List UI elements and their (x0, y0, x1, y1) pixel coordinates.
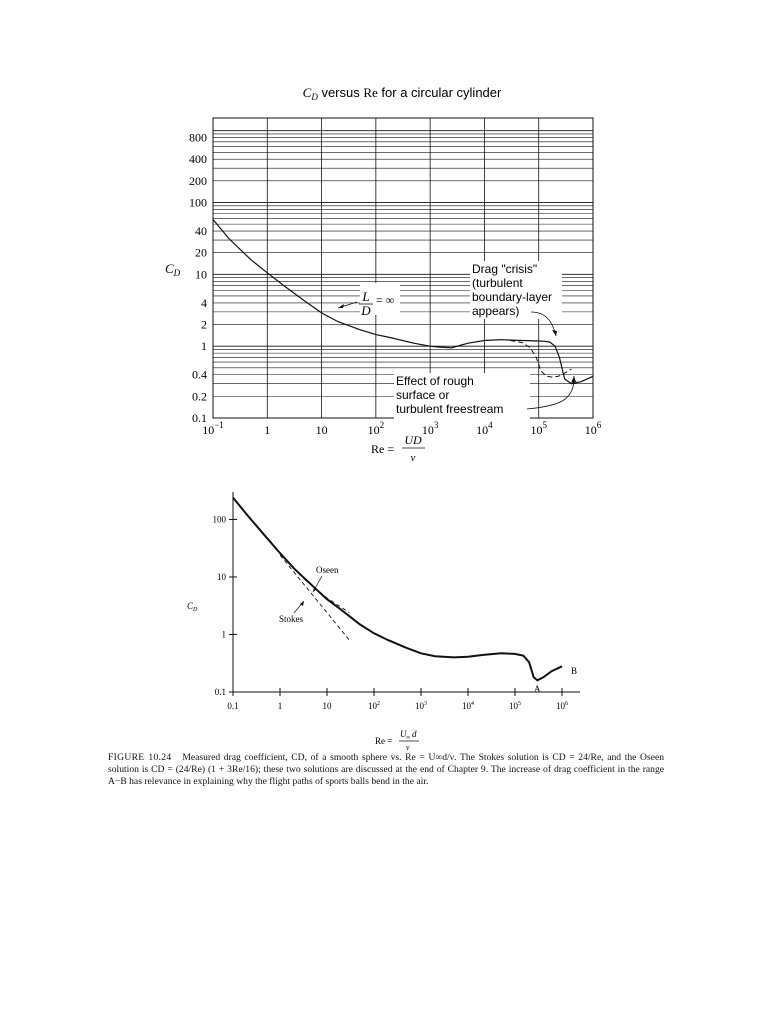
svg-text:Drag "crisis": Drag "crisis" (472, 262, 538, 276)
chart2-series-stokes (280, 555, 349, 640)
chart1-x-tick-label: $10^{-1}$ (202, 420, 224, 437)
svg-text:L: L (362, 289, 370, 304)
chart1-y-tick-labels (189, 131, 207, 425)
chart1-y-tick-label: 800 (189, 130, 207, 145)
chart1-y-tick-label: 4 (201, 295, 207, 310)
chart2-y-tick-label: 0.1 (214, 687, 226, 697)
chart1-x-tick-label: $10^3$ (421, 420, 439, 437)
chart2-y-axis-label: $C_D$ (187, 601, 198, 613)
svg-text:surface or: surface or (396, 388, 450, 402)
chart1-x-tick-label: $10^6$ (584, 420, 602, 437)
stokes-label: Stokes (279, 614, 304, 624)
svg-text:= ∞: = ∞ (376, 293, 395, 307)
chart2-series (233, 498, 562, 681)
chart2-x-tick-label: 10 (322, 701, 332, 711)
caption-figure-number: FIGURE 10.24 (108, 752, 172, 763)
chart1-y-tick-label: 100 (189, 195, 207, 210)
chart1-x-tick-label: 10 (315, 423, 328, 437)
chart1-x-tick-label: $10^4$ (476, 420, 493, 437)
chart1-y-tick-label: 1 (201, 339, 207, 354)
svg-text:boundary-layer: boundary-layer (472, 290, 553, 304)
chart2-x-tick-label: $10^3$ (415, 701, 427, 711)
chart1-y-tick-label: 0.2 (192, 389, 207, 404)
rough-surface-annotation (394, 373, 576, 419)
chart2-y-tick-label: 10 (217, 571, 226, 582)
chart2-series-measured (233, 498, 562, 681)
svg-text:Re =: Re = (371, 442, 395, 456)
chart1-x-tick-label: $10^5$ (530, 420, 547, 437)
chart1-x-tick-labels (202, 420, 602, 437)
chart2-x-tick-label: $10^2$ (368, 701, 380, 711)
chart1-y-tick-label: 10 (195, 267, 207, 282)
figure-caption (108, 752, 664, 789)
chart2-x-tick-label: $10^4$ (462, 701, 474, 711)
caption-text: Measured drag coefficient, CD, of a smooth sphere vs. Re = U∞d/ν. The Stokes solution is CD = 24/Re, and the Oseen solution is CD = (24/Re) (1 + 3Re/16); these two solutions are discussed at the end of Chapter 9. The increase of drag coefficient in the range A−B has relevance in explaining why the flight paths of sports balls bend in the air. (108, 752, 665, 788)
chart2-x-axis-label (375, 729, 419, 750)
chart2-y-tick-label: 100 (212, 514, 226, 525)
svg-text:ν: ν (406, 743, 410, 750)
chart2-x-tick-label: 1 (277, 701, 283, 711)
svg-text:∞: ∞ (406, 735, 411, 741)
chart1-x-tick-label: 1 (264, 423, 271, 437)
svg-text:(turbulent: (turbulent (472, 276, 523, 290)
cylinder-drag-chart (0, 0, 768, 480)
chart1-x-tick-label: $10^2$ (367, 420, 385, 437)
chart1-y-tick-label: 200 (189, 173, 207, 188)
chart1-y-tick-label: 0.4 (192, 367, 207, 382)
svg-text:appears): appears) (472, 304, 520, 318)
chart2-x-tick-label: 0.1 (227, 701, 239, 711)
svg-text:D: D (361, 303, 371, 318)
chart2-series-oseen (280, 553, 349, 613)
svg-text:UD: UD (404, 433, 422, 447)
chart1-y-tick-label: 2 (201, 317, 207, 332)
chart1-y-tick-label: 20 (195, 245, 207, 260)
chart2-x-tick-label: $10^6$ (556, 701, 568, 711)
chart2-x-tick-label: $10^5$ (509, 701, 521, 711)
chart1-title: $C_D$ versus Re for a circular cylinder (302, 85, 502, 102)
chart1-y-tick-label: 400 (189, 152, 207, 167)
svg-text:turbulent freestream: turbulent freestream (396, 402, 504, 416)
svg-text:Re =: Re = (375, 736, 393, 746)
chart1-x-axis-label (371, 433, 425, 464)
chart1-y-tick-label: 40 (195, 224, 207, 239)
chart2-y-tick-label: 1 (221, 629, 226, 640)
oseen-label: Oseen (316, 565, 339, 575)
svg-text:ν: ν (410, 452, 416, 464)
point-a-label: A (534, 684, 541, 694)
chart1-y-tick-label: 0.1 (192, 411, 207, 425)
point-b-label: B (571, 666, 578, 676)
svg-text:Effect of rough: Effect of rough (396, 374, 474, 388)
svg-text:U: U (400, 729, 407, 739)
chart2-x-ticks (227, 688, 568, 711)
sphere-drag-chart (0, 480, 768, 750)
chart1-y-axis-label: $C_D$ (165, 261, 181, 278)
ld-annotation (338, 283, 400, 318)
svg-text:d: d (412, 729, 417, 739)
